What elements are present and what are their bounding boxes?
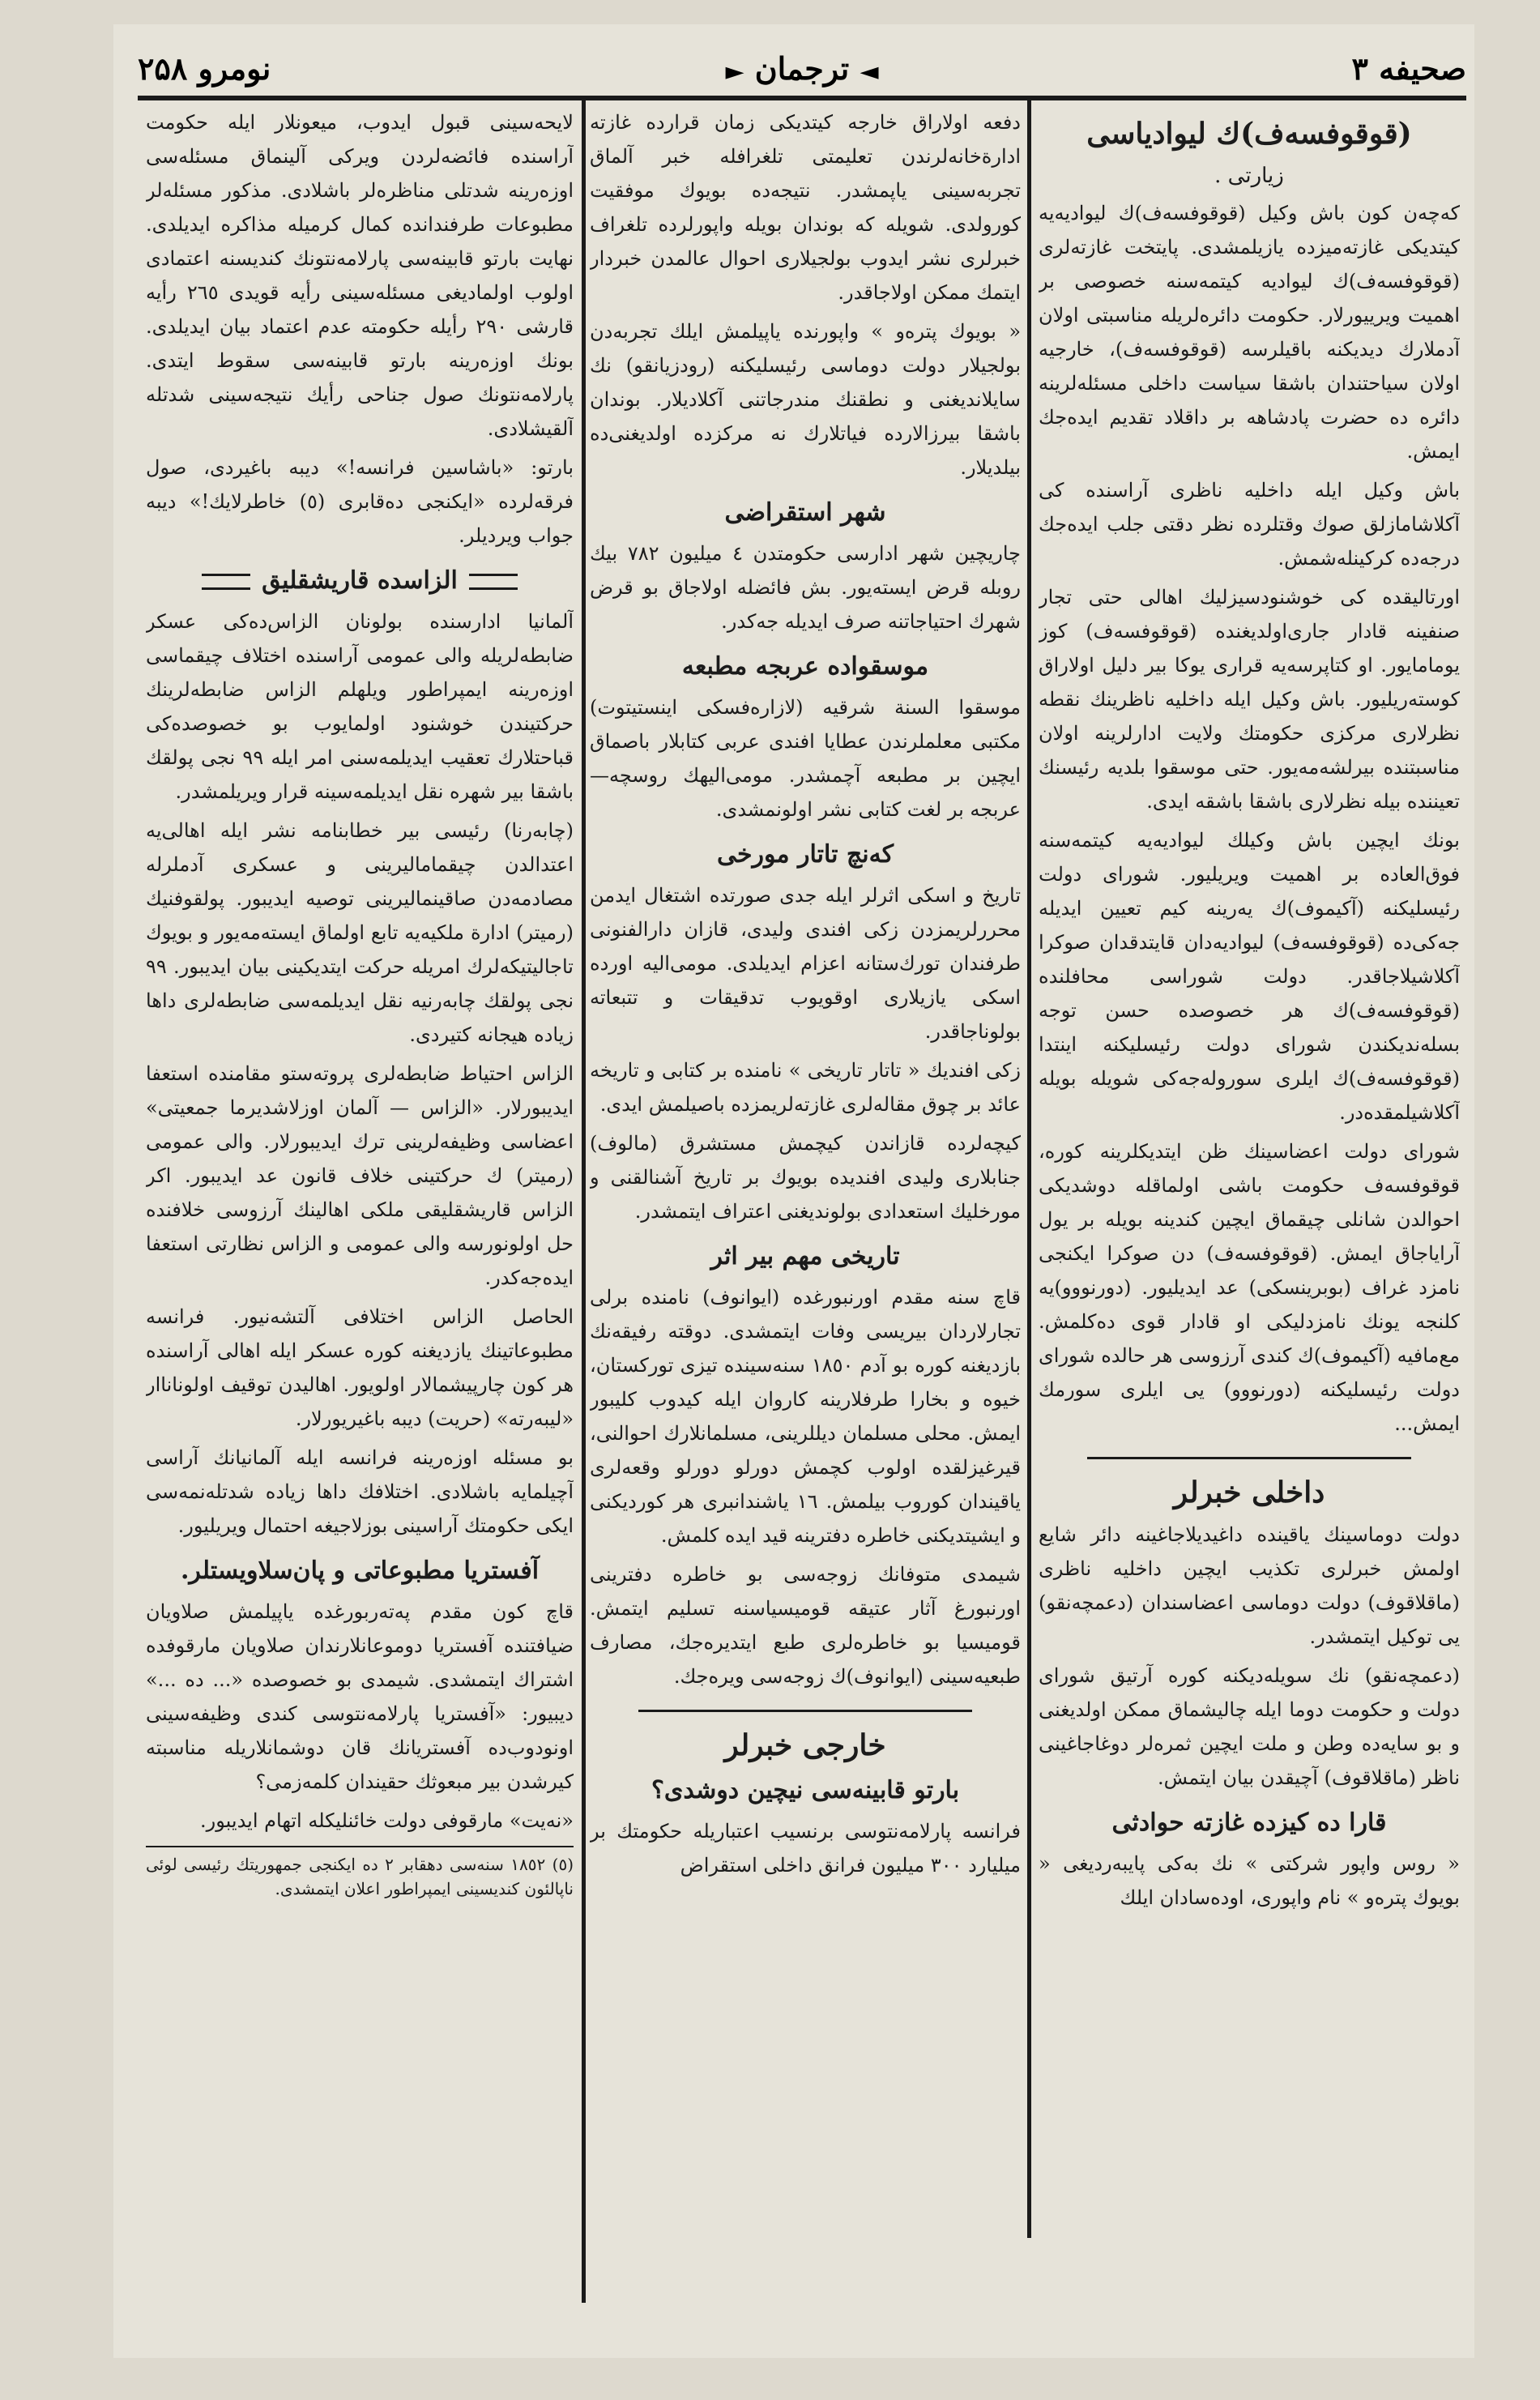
article-paragraph: چاريچين شهر ادارسى حكومتدن ٤ ميليون ٧٨٢ بيك روبله قرض ايسته‌يور. بش فائضله اولاجاق بو قرض شهرك احتياجاتنه صرف ايديله جه‌كدر. [590, 542, 1021, 633]
article-paragraph: بو مسئله اوزه‌رينه فرانسه ايله آلمانيانك آراسى آچيلمايه باشلادى. اختلافك داها زياده شدتله‌نمه‌سى ايكى حكومتك آراسينى بوزلاجيغه احتمال ويريليور. [146, 1446, 574, 1537]
article-paragraph: قاچ كون مقدم په‌ته‌ربورغده ياپيلمش صلاويان ضيافتنده آفستريا دوموعانلارندان صلاويان مارقوفده اشتراك ايتمشدى. شيمدى بو خصوصده «... ده‌ ...» ديبيور: «آفستريا پارلامه‌نتوسى كندى وظيفه‌سينى اونودوب‌ده آفستريانك قان دوشمانلاريله مناسبته كيرشدن بير مبعوثك حقيندان كلمه‌زمى؟ [146, 1600, 574, 1793]
article-paragraph: الحاصل الزاس اختلافى آلتشه‌نيور. فرانسه مطبوعاتينك يازديغنه كوره عسكر ايله اهالى آراسنده هر كون چارپيشمالار اولويور. اهاليدن توقيف اولوناناار «ليبه‌رته» (حريت) ديبه باغيريورلار. [146, 1305, 574, 1430]
article-paragraph: الزاس احتياط ضابطه‌لرى پروته‌ستو مقامنده استعفا ايديبورلار. «الزاس — آلمان اوزلاشديرما جمعيتى» اعضاسى وظيفه‌لرينى ترك ايديبورلار. والى عمومى (رميتر) ك حركتينى خلاف قانون عد ايديبور. اكر الزاس قاريشقليقى ملكى اهالينك آرزوسى خلافنده حل اولونورسه والى عمومى و الزاس نظارتى استعفا ايده‌جه‌كدر. [146, 1062, 574, 1289]
article-paragraph: بارتو: «باشاسين فرانسه!» ديبه باغيردى، صول فرقه‌لرده «ايكنجى ده‌قابرى (٥) خاطرلايك!» ديبه جواب ويرديلر. [146, 456, 574, 547]
news-heading: آفستريا مطبوعاتى و پان‌سلاويستلر. [180, 1557, 540, 1585]
page-number: صحیفه ۳ [1351, 50, 1466, 87]
header-rule [138, 96, 1466, 100]
article-paragraph: قاچ سنه مقدم اورنبورغده (ايوانوف) نامنده برلى تجارلاردان بيريسى وفات ايتمشدى. دوقته رفيقه‌نك بازديغنه كوره بو آدم ١٨٥٠ سنه‌سينده تيزى توركستان، خيوه و بخارا طرفلارينه كاروان ايله كيدوب كليبور ايمش. محلى مسلمان ديللرينى، مسلمانلارك احوالنى، قيرغيزلقده اولوب كچمش دورلو دورلو وقعه‌لرى ياقيندان كوروب بيلمش. ١٦ ياشندانبرى هر كورديكنى و ايشيتديكنى خاطره دفترينه قيد ايده كلمش. [590, 1286, 1021, 1547]
article-paragraph: « روس واپور شركتى » نك به‌كى پايبه‌رديغى « بويوك پتره‌و » نام واپورى، اوده‌سادان ايلك [1039, 1852, 1460, 1909]
article-paragraph: زكى افنديك « تاتار تاريخى » نامنده بر كتابى و تاريخه عائد بر چوق مقاله‌لرى غازته‌لريمزده باصيلمش ايدى. [590, 1059, 1021, 1116]
article-paragraph: دولت دوماسينك ياقينده داغيديلاجاغينه دائر شايع اولمش خبرلرى تكذيب ايچين داخليه ناظرى (ماقلاقوف) دولت دوماسى اعضاسندان (دعمچه‌نقو) يى توكيل ايتمشدر. [1039, 1523, 1460, 1648]
article-paragraph: كه‌چه‌ن كون باش وكيل (قوقوفسه‌ف)‌ك ليواديه‌يه كيتديكى غازته‌ميزده يازيلمشدى. پايتخت غازته‌لرى (قوقوفسه‌ف)‌ك ليواديه كيتمه‌سنه خصوصى بر اهميت ويرييورلار. حكومت دائره‌لريله مناسبتى اولان آدملارك ديديكنه باقيلرسه (قوقوفسه‌ف)، خارجيه اولان سياحتندان باشقا سياست داخلى مسئله‌لرينه دائره ده حضرت پادشاهه بر داقلاد تقديم ايده‌جك ايمش. [1039, 202, 1460, 463]
section-separator [1087, 1457, 1411, 1459]
news-heading: كه‌نچ تاتار مورخى [716, 840, 894, 869]
ornament-right-icon: ► [725, 58, 744, 86]
article-paragraph: شيمدى متوفانك زوجه‌سى بو خاطره دفترينى اورنبورغ آثار عتيقه قوميسياسنه تسليم ايتمش. قوميسيا بو خاطره‌لرى طبع ايتديره‌جك، مصارف طبعيه‌سينى (ايوانوف)‌ك زوجه‌سى ويره‌جك. [590, 1563, 1021, 1688]
page-header [138, 50, 1466, 99]
news-heading: موسقواده عربجه مطبعه [681, 652, 929, 681]
ornament-icon [469, 574, 518, 590]
article-paragraph: آلمانيا ادارسنده بولونان الزاس‌ده‌كى عسكر ضابطه‌لريله والى عمومى آراسنده اختلاف چيقماسى اوزه‌رينه ايمپراطور ويلهلم الزاس ضابطه‌لرينك حركتيندن خوشنود اولمايوب بو خصوصده‌كى قباحتلارك تعقيب ايديلمه‌سنى امر ايله ٩٩ نجى پولقك باشقا بير شهره نقل ايديلمه‌سينه قرار ويريلمشدر. [146, 610, 574, 803]
article-paragraph: « بويوك پتره‌و » واپورنده ياپيلمش ايلك تجربه‌دن بولجيلار دولت دوماسى رئيسليكنه (رودزيانقو) نك سايلانديغنى و نطقنك مندرجاتنى آكلاديلار. بوندان باشقا بيرزالارده فياتلارك نه مركزده اولديغنى‌ده بيلديلار. [590, 320, 1021, 479]
news-heading: تاريخى مهم بير اثر [710, 1242, 900, 1270]
article-paragraph: كيچه‌لرده قازاندن كيچمش مستشرق (مالوف) جنابلارى وليدى افنديده بويوك بر تاريخ آشنالقنى و مورخليك استعدادى بولونديغنى اعتراف ايتمشدر. [590, 1132, 1021, 1223]
masthead-title: ترجمان [754, 50, 850, 87]
article-paragraph: «نه‌يت» مارقوفى دولت خائنليكله اتهام ايديبور. [200, 1809, 574, 1832]
column-right [1039, 105, 1460, 2358]
article-paragraph: (چابه‌رنا) رئيسى بير خطابنامه نشر ايله اهالى‌يه اعتدالدن چيقماماليرينى و عسكرى آدملرله مصادمه‌دن صاقينماليرينى توصيه ايديبور. پولقوفنيك (رميتر) ادارة ملكيه‌يه تابع اولماق ايسته‌مه‌يور و بويوك تاجاليتيكه‌لرك امريله حركت ايتديكينى بيان ايديبور. ٩٩ نجى پولقك چابه‌رنيه نقل ايديلمه‌سى ضابطه‌لرى داها زياده هيجانه كتيردى. [146, 819, 574, 1046]
column-divider-left [582, 99, 586, 2303]
ornament-icon [202, 574, 250, 590]
news-heading [146, 564, 574, 598]
news-heading: بارتو قابينه‌سى نيچين دوشدى؟ [651, 1776, 960, 1804]
article-paragraph: اورتاليقده كى خوشنودسيزليك اهالى حتى تجار صنفينه قادار جارى‌اولديغنده (قوقوفسه‌ف) كوز يومامايور. او كتاپرسه‌يه قرارى يوكا بير دليل اولاراق كوسته‌ريليور. باش وكيل ايله داخليه ناظرينك نقطه نظرلارى مركزى حكومتك ولايت ادارلرينه اولان مناسبتنده بيرلشه‌مه‌يور. حتى موسقوا بلديه رئيسنك تعيننده بيله نظرلارى باشقا باشقه ايدى. [1039, 586, 1460, 813]
article-paragraph: تاريخ و اسكى اثرلر ايله جدى صورتده اشتغال ايدمن محررلريمزدن زكى افندى وليدى، قازان دارالفنونى طرفندان تورك‌ستانه اعزام ايديلدى. مومى‌اليه اورده اسكى يازيلارى اوقويوب تدقيقات و تتبعاته بولوناجاقدر. [590, 884, 1021, 1043]
footnote: (٥) ١٨٥٢ سنه‌سى دهقابر ٢ ده ايكنجى جمهوريتك رئيسى لوئى ناپالئون كنديسينى ايمپراطور اعلان ايتمشدى. [146, 1846, 574, 1901]
issue-number: نومرو ۲۵۸ [138, 50, 271, 87]
article-paragraph: لايحه‌سينى قبول ايدوب، ميعونلار ايله حكومت آراسنده فائضه‌لردن ويركى آلينماق مسئله‌سى اوزه‌رينه شدتلى مناظره‌لر باشلادى. مذكور مسئله‌لر مطبوعات طرفندانده كمال كرميله مذاكره ايديلدى. نهايت بارتو قابينه‌سى پارلامه‌نتونك كنديسنه اعتمادى اولوب اولماديغى مسئله‌سينى رأيه قويدى ٢٦٥ رأيه قارشى ٢٩٠ رأيله حكومته عدم اعتماد بيان ايديلدى. بونك اوزه‌رينه بارتو قابينه‌سى سقوط ايتدى. پارلامه‌نتونك صول جناحى رأيك نتيجه‌سينى شدتله آلقيشلادى. [146, 111, 574, 440]
article-paragraph: باش وكيل ايله داخليه ناظرى آراسنده كى آكلاشامازلق صوك وقتلرده نظر دقتى جلب ايده‌جك درجه‌ده كركينله‌شمش. [1039, 479, 1460, 570]
news-heading-text: الزاسده قاريشقليق [262, 566, 458, 595]
section-separator [638, 1710, 972, 1712]
article-paragraph: شوراى دولت اعضاسينك ظن ايتديكلرينه كوره، قوقوفسه‌ف حكومت باشى اولماقله دوشديكى احوالدن شانلى چيقماق ايچين كندينه بويله بر يول آرايا‌جاق ايمش. (قوقوفسه‌ف) دن صوكرا ايكنجى نامزد غراف (بوبرينسكى) عد ايديليور. (دورنووو)‌يه كلنجه يونك نامزدليكى او قادار قوى ده‌كلمش. مع‌مافيه (آكيموف)‌ك كندى آرزوسى هر حالده شوراى دولت رئيسليكنه (دورنووو) يى ايلرى سورمك ايمش... [1039, 1140, 1460, 1435]
column-middle [590, 105, 1021, 2366]
column-left [146, 105, 574, 2366]
article-title: (قوقوفسه‌ف)‌ك ليوادياسى [1086, 117, 1412, 151]
masthead [725, 50, 878, 87]
column-divider-right [1027, 99, 1031, 2238]
news-heading: قارا ده كيزده غازته حوادثى [1111, 1809, 1387, 1837]
section-title: خارجى خبرلر [724, 1728, 886, 1762]
article-paragraph: (دعمچه‌نقو) نك سويله‌ديكنه كوره آرتيق شوراى دولت و حكومت دوما ايله چاليشماق ممكن اولديغنى و بو سايه‌ده وطن و ملت ايچين ثمره‌لر دوغاجاغينى ناظر (ماقلاقوف) آچيقدن بيان ايتمش. [1039, 1664, 1460, 1789]
section-title: داخلى خبرلر [1173, 1475, 1325, 1510]
ornament-left-icon: ◄ [860, 58, 879, 86]
article-paragraph: بونك ايچين باش وكيلك ليواديه‌يه كيتمه‌سنه فوق‌العاده بر اهميت ويريليور. شوراى دولت رئيسليكنه (آكيموف)‌ك يه‌رينه كيم تعيين ايديله جه‌كى‌ده (قوقوفسه‌ف) ليواديه‌دان قايتدقدان صوكرا آكلاشيلاجاقدر. دولت شوراسى محافلنده (قوقوفسه‌ف)‌ك هر خصوصده حسن توجه بسله‌نديكندن شوراى دولت رئيسليكنه اينتدا (قوقوفسه‌ف)‌ك ايلرى سوروله‌جه‌كى شويله بويله آكلاشيلمقده‌در. [1039, 829, 1460, 1124]
article-paragraph: دفعه اولاراق خارجه كيتديكى زمان قرارده غازته ادارةخانه‌لرندن تعليمتى تلغرافله خبر آلماق تجربه‌سينى ياپمشدر. نتيجه‌ده بويوك موفقيت كورولدى. شويله كه بوندان بويله واپورلرده تلغراف خبرلرى نشر ايدوب بولجيلارى احوال عالمدن خبردار ايتمك ممكن اولاجاقدر. [590, 111, 1021, 304]
article-paragraph: فرانسه پارلامه‌نتوسى برنسيب اعتباريله حكومتك بر ميليارد ٣٠٠ ميليون فرانق داخلى استقراض [590, 1820, 1021, 1877]
article-paragraph: موسقوا السنة شرقيه (لازاره‌فسكى اينستيتوت) مكتبى معلملرندن عطايا افندى عربى كتابلار باصماق ايچين بر مطبعه آچمشدر. مومى‌اليهك روسچه—عربجه بر لغت كتابى نشر اولونمشدى. [590, 696, 1021, 821]
news-heading: شهر استقراضى [724, 498, 886, 527]
article-subtitle: زيارتى . [1214, 164, 1284, 188]
